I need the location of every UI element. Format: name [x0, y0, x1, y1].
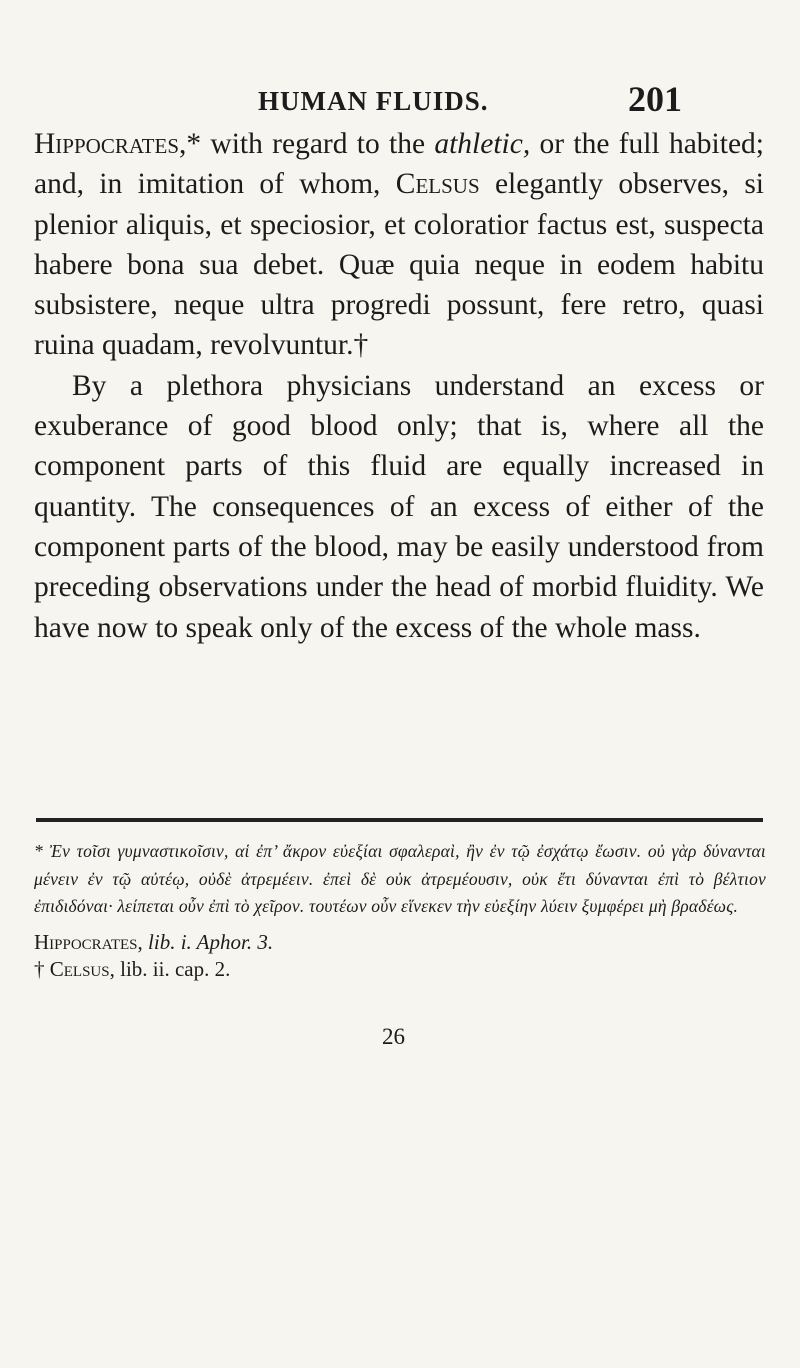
running-head: HUMAN FLUIDS.	[258, 86, 489, 116]
emphasis-athletic: athletic,	[434, 128, 531, 160]
paragraph-hippocrates	[34, 124, 764, 366]
footnotes	[34, 838, 766, 984]
paragraph-text: or the full habited; and, in imitation of whom,	[34, 128, 764, 201]
paragraph-text: elegantly observes, si plenior aliquis, et speciosior, et coloratior factus est, suspecta habere bona sua debet. Quæ quia neque in eodem habitu subsistere, neque ultra progredi possunt, fere retro, quasi ruina quadam, revolvuntur.†	[34, 168, 764, 362]
footnote-rule	[36, 818, 763, 822]
paragraph-text: with regard to the	[201, 128, 435, 160]
main-text	[34, 124, 764, 648]
page-number: 201	[628, 79, 682, 119]
footnote-greek-quote: * Ἐν τοῖσι γυμναστικοῖσιν, αἱ ἐπ’ ἄκρον εὐεξίαι σφαλεραὶ, ἢν ἐν τῷ ἐσχάτῳ ἔωσιν. οὐ γὰρ δύνανται μένειν ἐν τῷ αὐτέῳ, οὐδὲ ἀτρεμέειν. ἐπεὶ δὲ οὐκ ἀτρεμέουσιν, οὐκ ἔτι δύνανται ἐπὶ τὸ βέλτιον ἐπιδιδόναι· λείπεται οὖν ἐπὶ τὸ χεῖρον. τουτέων οὖν εἵνεκεν τὴν εὐεξίην λύειν ξυμφέρει μὴ βραδέως.	[34, 841, 766, 916]
author-name-celsus: Celsus	[395, 168, 480, 201]
footnote-reference: lib. ii. cap. 2.	[114, 957, 231, 981]
footnote-source	[34, 929, 766, 957]
footnote-author-celsus: Celsus,	[49, 957, 115, 981]
footnote-author-hippocrates: Hippocrates,	[34, 929, 143, 954]
printer-signature-mark: 26	[382, 1024, 405, 1049]
paragraph-plethora: By a plethora physicians understand an excess or exuberance of good blood only; that is, where all the component parts of this fluid are equally increased in quantity. The consequences of an excess of either of the component parts of the blood, may be easily understood from preceding observations under the head of morbid fluidity. We have now to speak only of the excess of the whole mass.	[34, 369, 764, 644]
page-header	[0, 78, 800, 128]
footnote-celsus	[34, 956, 766, 984]
footnote-mark-dagger: †	[34, 957, 50, 981]
footnote-mark-asterisk: *	[186, 128, 202, 160]
author-name-hippocrates: Hippocrates,	[34, 128, 187, 160]
footnote-reference: lib. i. Aphor. 3.	[142, 929, 274, 954]
